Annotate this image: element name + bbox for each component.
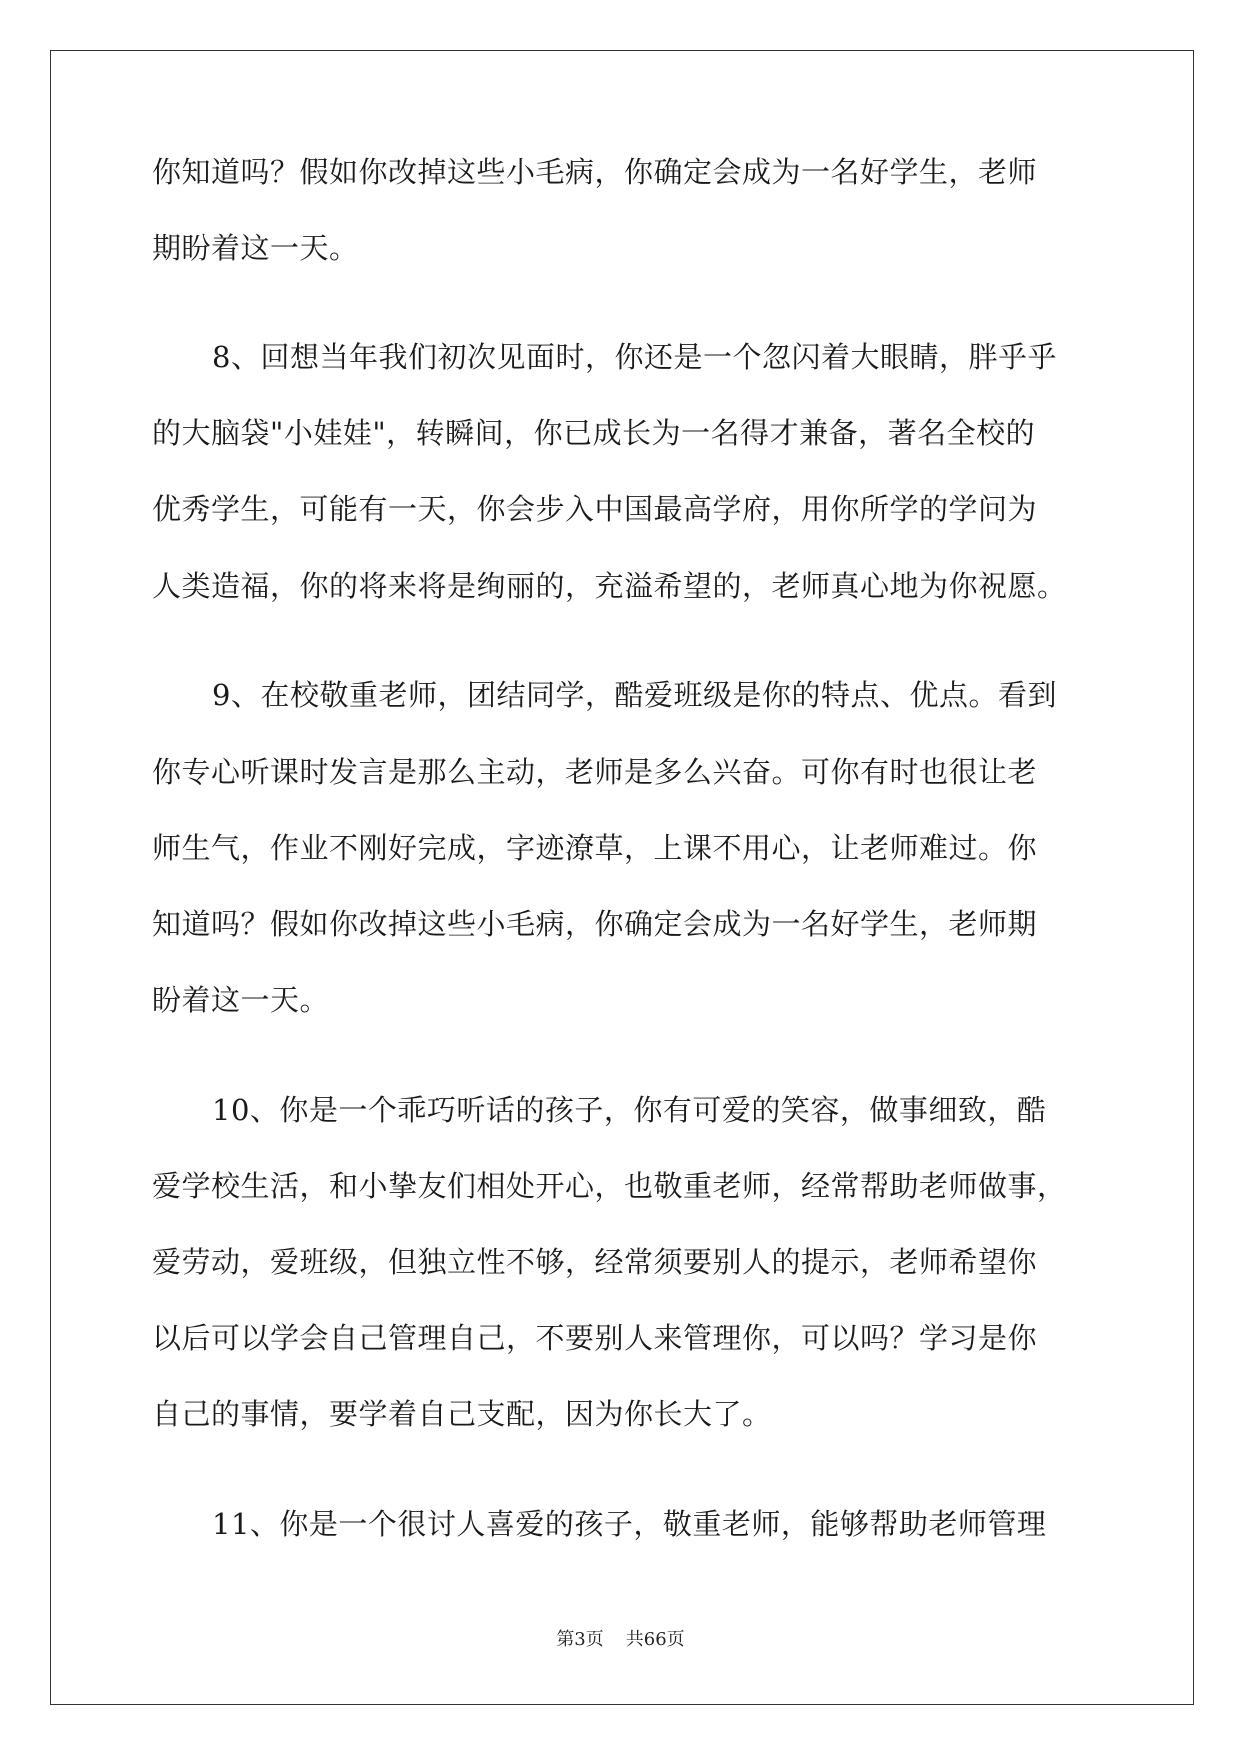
page-footer — [0, 1625, 1241, 1651]
text-line: 爱劳动，爱班级，但独立性不够，经常须要别人的提示，老师希望你 — [152, 1245, 1038, 1279]
text-line: 以后可以学会自己管理自己，不要别人来管理你，可以吗？学习是你 — [152, 1321, 1038, 1355]
paragraph-11-start: 11、你是一个很讨人喜爱的孩子，敬重老师，能够帮助老师管理 — [212, 1507, 1047, 1541]
text-line: 师生气，作业不刚好完成，字迹潦草，上课不用心，让老师难过。你 — [152, 831, 1038, 865]
text-line: 盼着这一天。 — [152, 983, 330, 1017]
paragraph-9-start: 9、在校敬重老师，团结同学，酷爱班级是你的特点、优点。看到 — [212, 678, 1057, 712]
page-number: 第3页 — [556, 1629, 604, 1650]
text-line: 自己的事情，要学着自己支配，因为你长大了。 — [152, 1397, 772, 1431]
text-line: 优秀学生，可能有一天，你会步入中国最高学府，用你所学的学问为 — [152, 492, 1038, 526]
text-line: 人类造福，你的将来将是绚丽的，充溢希望的，老师真心地为你祝愿。 — [152, 569, 1067, 603]
text-line: 知道吗？假如你改掉这些小毛病，你确定会成为一名好学生，老师期 — [152, 907, 1038, 941]
page-total: 共66页 — [625, 1629, 685, 1650]
paragraph-10-start: 10、你是一个乖巧听话的孩子，你有可爱的笑容，做事细致，酷 — [212, 1093, 1047, 1127]
text-line: 的大脑袋"小娃娃"，转瞬间，你已成长为一名得才兼备，著名全校的 — [152, 416, 1036, 450]
text-line: 你知道吗？假如你改掉这些小毛病，你确定会成为一名好学生，老师 — [152, 155, 1038, 189]
text-line: 你专心听课时发言是那么主动，老师是多么兴奋。可你有时也很让老 — [152, 755, 1038, 789]
text-line: 期盼着这一天。 — [152, 231, 359, 265]
text-line: 爱学校生活，和小挚友们相处开心，也敬重老师，经常帮助老师做事， — [152, 1169, 1067, 1203]
paragraph-8-start: 8、回想当年我们初次见面时，你还是一个忽闪着大眼睛，胖乎乎 — [212, 340, 1057, 374]
page-border — [50, 50, 1194, 1705]
